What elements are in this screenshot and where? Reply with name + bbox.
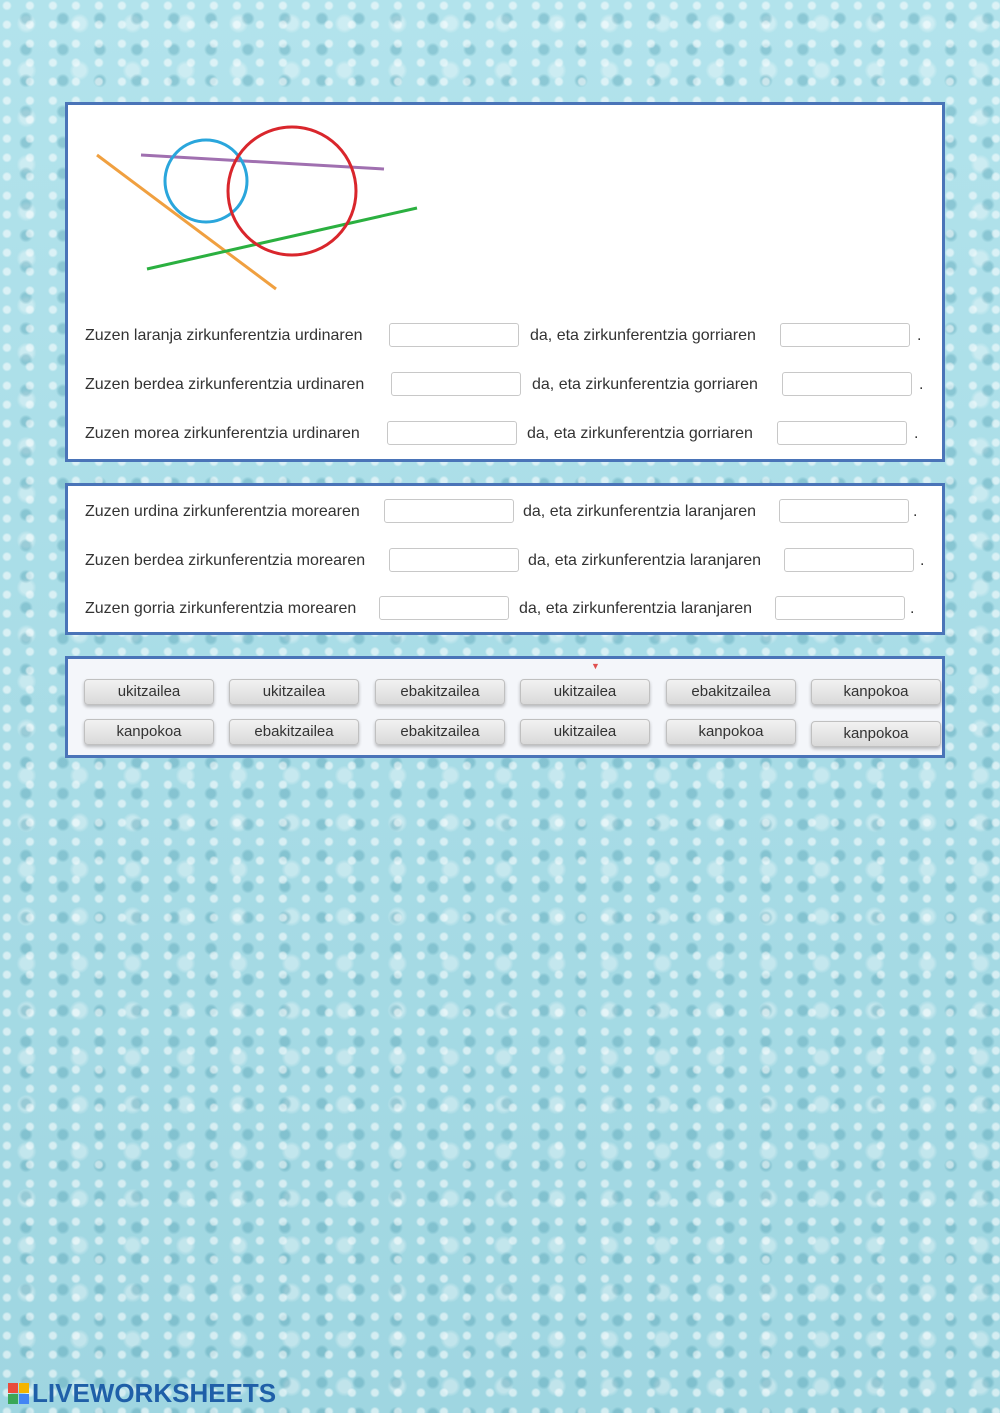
word-bank [65,656,945,758]
answer-blank[interactable] [379,596,509,620]
word-chip[interactable]: kanpokoa [811,721,941,747]
question-suffix: . [919,376,924,393]
answer-blank[interactable] [389,323,519,347]
word-chip[interactable]: kanpokoa [811,679,941,705]
question-prefix: Zuzen urdina zirkunferentzia morearen [85,503,360,520]
question-middle: da, eta zirkunferentzia laranjaren [519,600,753,617]
word-chip[interactable]: ukitzailea [520,679,650,705]
logo-blocks-icon [8,1383,29,1404]
triangle-down-icon: ▼ [591,661,600,671]
question-suffix: . [920,552,925,569]
geometry-figure [88,117,448,302]
question-prefix: Zuzen laranja zirkunferentzia urdinaren [85,327,363,344]
answer-blank[interactable] [389,548,519,572]
word-chip[interactable]: ebakitzailea [229,719,359,745]
question-row [85,548,925,574]
question-suffix: . [914,425,919,442]
question-suffix: . [917,327,922,344]
brand-name: LIVEWORKSHEETS [32,1378,277,1408]
blue-circle [165,140,247,222]
question-row [85,421,922,447]
question-middle: da, eta zirkunferentzia laranjaren [528,552,762,569]
answer-blank[interactable] [782,372,912,396]
word-chip[interactable]: ukitzailea [84,679,214,705]
answer-blank[interactable] [775,596,905,620]
question-suffix: . [910,600,915,617]
word-chip[interactable]: ebakitzailea [375,719,505,745]
question-row [85,596,922,622]
exercise-panel-1 [65,102,945,462]
question-middle: da, eta zirkunferentzia laranjaren [523,503,757,520]
question-prefix: Zuzen gorria zirkunferentzia morearen [85,600,357,617]
orange-line [97,155,276,289]
word-chip[interactable]: ebakitzailea [375,679,505,705]
answer-blank[interactable] [780,323,910,347]
question-row [85,372,922,398]
question-prefix: Zuzen morea zirkunferentzia urdinaren [85,425,360,442]
question-prefix: Zuzen berdea zirkunferentzia morearen [85,552,366,569]
answer-blank[interactable] [391,372,521,396]
question-prefix: Zuzen berdea zirkunferentzia urdinaren [85,376,365,393]
question-row [85,323,922,349]
answer-blank[interactable] [779,499,909,523]
word-chip[interactable]: kanpokoa [84,719,214,745]
word-chip[interactable]: ukitzailea [229,679,359,705]
exercise-panel-2 [65,483,945,635]
answer-blank[interactable] [384,499,514,523]
question-middle: da, eta zirkunferentzia gorriaren [532,376,758,393]
question-suffix: . [913,503,918,520]
question-middle: da, eta zirkunferentzia gorriaren [527,425,753,442]
answer-blank[interactable] [777,421,907,445]
word-chip[interactable]: kanpokoa [666,719,796,745]
word-chip[interactable]: ukitzailea [520,719,650,745]
answer-blank[interactable] [387,421,517,445]
question-middle: da, eta zirkunferentzia gorriaren [530,327,756,344]
answer-blank[interactable] [784,548,914,572]
question-row [85,499,922,525]
liveworksheets-logo[interactable] [8,1378,276,1409]
word-chip[interactable]: ebakitzailea [666,679,796,705]
